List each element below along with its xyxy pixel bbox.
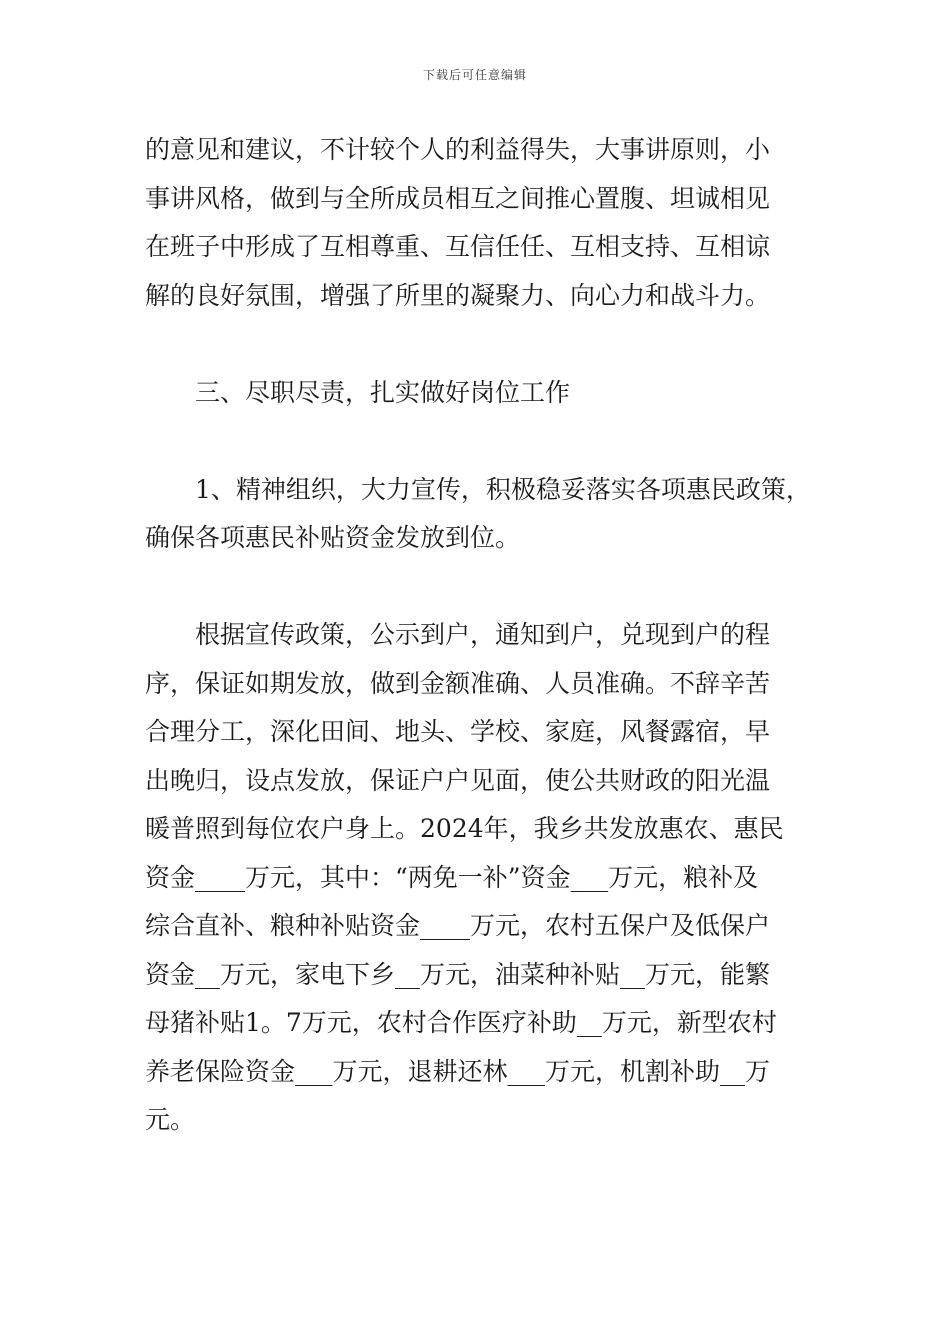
paragraph-gap [145,563,825,612]
paragraph-line: 出晚归，设点发放，保证户户见面，使公共财政的阳光温 [145,765,771,795]
paragraph-line: 资金__万元，家电下乡__万元，油菜种补贴__万元，能繁 [145,959,771,989]
item-heading-line: 确保各项惠民补贴资金发放到位。 [145,523,521,552]
paragraph-line: 资金____万元，其中：“两免一补”资金___万元，粮补及 [145,862,759,892]
paragraph-gap [145,417,825,466]
section-heading: 三、尽职尽责，扎实做好岗位工作 [195,377,571,407]
paragraph-line: 根据宣传政策，公示到户，通知到户，兑现到户的程 [195,620,771,649]
paragraph-line: 序，保证如期发放，做到金额准确、人员准确。不辞辛苦 [145,668,771,698]
paragraph-line: 解的良好氛围，增强了所里的凝聚力、向心力和战斗力。 [145,280,771,310]
paragraph-line: 在班子中形成了互相尊重、互信任任、互相支持、互相谅 [145,232,771,261]
paragraph-line: 事讲风格，做到与全所成员相互之间推心置腹、坦诚相见 [145,183,771,213]
paragraph-line: 元。 [145,1105,196,1134]
paragraph-line: 暖普照到每位农户身上。2024年，我乡共发放惠农、惠民 [145,814,784,843]
paragraph-gap [145,320,825,369]
document-body [145,126,825,1145]
item-heading-line: 1、精神组织，大力宣传，积极稳妥落实各项惠民政策， [195,474,811,504]
paragraph-line: 的意见和建议，不计较个人的利益得失，大事讲原则，小 [145,135,771,164]
paragraph-line: 合理分工，深化田间、地头、学校、家庭，风餐露宿，早 [145,717,771,746]
paragraph-line: 综合直补、粮种补贴资金____万元，农村五保户及低保户 [145,911,771,940]
paragraph-line: 养老保险资金___万元，退耕还林___万元，机割补助__万 [145,1056,771,1086]
paragraph-line: 母猪补贴1。7万元，农村合作医疗补助__万元，新型农村 [145,1008,777,1037]
page-header-note: 下载后可任意编辑 [422,68,527,82]
